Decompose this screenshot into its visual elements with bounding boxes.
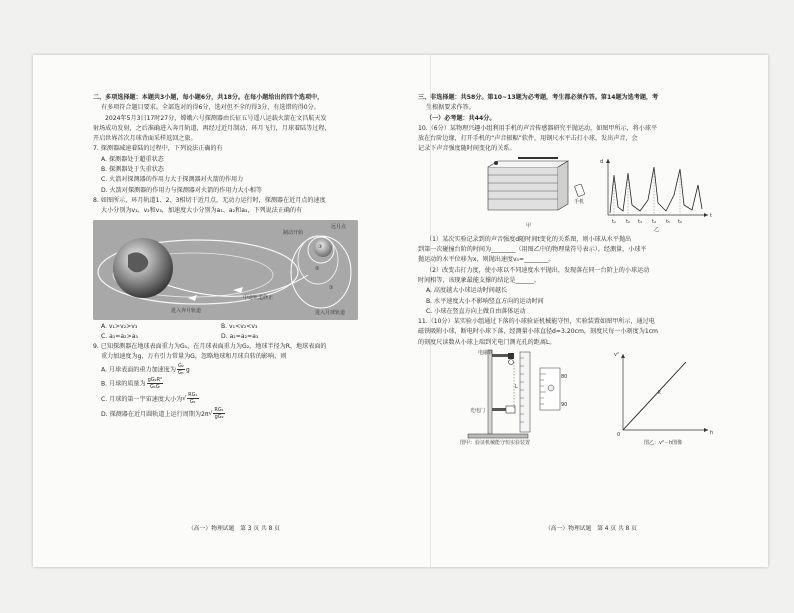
q11-stem-cont: 磁铁吸附小球，断电时小球下落，经测量小球直径d=3.20cm，刻度尺每一小刻度为1cm	[418, 328, 658, 336]
tick-t2: t₂	[626, 218, 630, 225]
section-3-heading: 三、非选择题：共58分。第10~13题为必考题，考生都必须作答。第14题为选考题，考	[418, 94, 659, 101]
intro-text-cont: 射场成功发射，之后准确进入奔月轨道，再经过近月制动、环月飞行，月球着陆等过程，	[93, 124, 331, 132]
orbit-label-enter-lunar: 进入月球轨道	[315, 309, 346, 316]
orbit-label-midcourse: 中途轨道修正	[243, 294, 274, 301]
q8-stem-cont: 大小分别为v₁、v₂和v₃，加速度大小分别为a₁、a₂和a₃，下列说法正确的有	[101, 207, 303, 215]
required-subheading: （一）必考题：共44分。	[426, 114, 496, 122]
q9-option-d	[93, 407, 393, 422]
graph-y-label: v²	[614, 352, 619, 359]
v2-h-line	[623, 362, 686, 430]
q9-a-numerator: G₂	[177, 362, 184, 369]
q9-option-d-fraction	[213, 407, 224, 420]
graph-caption: 图乙：v²－h图像	[644, 440, 683, 447]
q9-option-c-fraction	[187, 392, 198, 405]
sqrt-icon: √	[208, 409, 213, 417]
q8-option-c: C. a₁=a₂>a₃	[101, 332, 138, 340]
graph-x-label: h	[710, 430, 714, 437]
apparatus-caption: 图甲：验证机械能守恒实验装置	[460, 440, 531, 447]
intro-text-cont2: 开启世界首次月球背面采样返回之旅。	[93, 135, 197, 143]
q8-option-b: B. v₁<v₂<v₃	[221, 322, 258, 330]
q11-figures-svg	[418, 348, 723, 444]
q8-stem: 8. 如图所示，环月轨道1、2、3相切于近月点，无动力运行时，探测器在近月点的速度	[93, 196, 326, 204]
q8-option-d: D. a₁=a₂=a₃	[221, 332, 259, 340]
intro-text: 2024年5月3日17时27分，嫦娥六号探测器由长征五号遥八运载火箭在文昌航天发	[105, 114, 327, 122]
tick-t5: t₅	[666, 218, 670, 225]
axis-d-label: d	[600, 158, 604, 165]
q10-option-b: B. 水平速度大小不影响竖直方向的运动时间	[426, 297, 544, 305]
q9-option-a-fraction	[177, 363, 185, 376]
q10-figures	[418, 155, 723, 235]
q9-c-numerator: RG₁	[188, 392, 198, 399]
q8-options-row2	[93, 332, 393, 342]
sound-intensity-curve	[610, 167, 702, 213]
origin-label: 0	[617, 432, 621, 439]
q10-part2-cont: 时间相等，该现象最能支撑的结论是______。	[418, 276, 540, 284]
tick-t3: t₃	[638, 218, 642, 225]
q10-stem-cont2: 记录下声音强度随时间变化的关系。	[418, 145, 516, 153]
q9-b-numerator: gG₂R²	[147, 377, 163, 384]
orbit-label-3: ③	[318, 243, 323, 250]
tick-t6: t₆	[678, 218, 682, 225]
stairs-figure	[488, 157, 585, 210]
sound-graph	[606, 159, 708, 217]
left-page-footer: （高一）物理试题 第 3 页 共 8 页	[188, 526, 280, 532]
q9-option-d-coef: 2π	[200, 410, 209, 418]
steel-ruler	[518, 157, 558, 159]
fig-yi-label: 乙	[654, 226, 660, 233]
q9-stem: 9. 已知探测器在地球表面重力为G₁，在月球表面重力为G₂，地球半径为R，地球表面的	[93, 343, 327, 351]
phone-icon	[574, 184, 584, 197]
q9-option-a	[93, 363, 393, 378]
q11-figures	[418, 348, 723, 447]
q9-d-numerator: RG₁	[214, 407, 224, 414]
q9-a-denominator: G₁	[177, 369, 184, 376]
q8-option-a: A. v₁>v₂>v₃	[101, 322, 138, 330]
gate-label: 光电门	[470, 408, 486, 415]
q7-option-a: A. 探测器处于超重状态	[101, 155, 164, 163]
q9-option-c	[93, 392, 393, 407]
orbit-label-apolune: 远月点	[331, 223, 347, 230]
apparatus-figure	[468, 350, 560, 438]
ball	[509, 360, 514, 365]
q9-option-d-text: D. 探测器在近月圆轨道上运行周期为	[101, 410, 201, 418]
q7-option-c: C. 火箭对探测器的作用力大于探测器对火箭的作用力	[101, 176, 244, 184]
photogate	[506, 406, 515, 413]
q10-stem: 10.（6分）某物理兴趣小组利用手机的声音传感器研究平抛运动，如图甲所示，将小球平	[418, 124, 658, 132]
q9-b-denominator: G₁G	[150, 384, 160, 391]
q9-option-a-text: A. 月球表面的重力加速度为	[101, 366, 176, 374]
stand-pole	[488, 350, 492, 434]
fig-jia-label: 甲	[526, 222, 532, 229]
q9-option-c-text: C. 月球的第一宇宙速度大小为	[101, 395, 183, 403]
q9-d-denominator: gG₂	[214, 414, 224, 421]
axis-t-label: t	[710, 212, 712, 219]
q10-option-a: A. 高度越大小球运动时间越长	[426, 287, 508, 295]
ruler	[520, 352, 530, 432]
q9-option-b-text: B. 月球的质量为	[101, 380, 146, 388]
left-page	[93, 93, 393, 422]
q10-part2: （2）改变击打力度，使小球以不同速度水平抛出，发现落在同一台阶上的小球运动	[426, 266, 650, 274]
q9-option-b-fraction	[147, 377, 164, 390]
exam-sheet	[33, 55, 768, 567]
v2-h-graph	[621, 354, 708, 432]
q10-stem-cont: 放在台阶边缘，打开手机的“声音振幅”软件，用钢尺水平击打小球，发出声音，会	[418, 135, 638, 143]
right-page	[418, 93, 723, 447]
length-L-label: L	[515, 384, 518, 391]
q10-figures-svg	[418, 155, 718, 235]
right-page-footer: （高一）物理试题 第 4 页 共 8 页	[545, 526, 637, 532]
magnet-label: 电磁铁	[478, 350, 494, 357]
q9-c-denominator: G₁	[189, 399, 196, 406]
q9-option-a-suffix: g	[185, 366, 190, 374]
orbit-figure	[93, 220, 358, 320]
slope-k-label: k	[658, 390, 661, 397]
q10-part1-cont2: 抛运动的水平位移为x，则抛出速度v₀=________。	[418, 256, 555, 264]
ball	[494, 161, 498, 165]
scale-bottom-label: 90	[561, 402, 568, 409]
orbit-label-enter-transfer: 进入奔月轨道	[171, 307, 202, 314]
q11-stem: 11.（10分）某实验小组通过下落的小球验证机械能守恒，实验装置如图甲所示，通过电	[418, 318, 655, 326]
q7-option-b: B. 探测器处于失重状态	[101, 166, 164, 174]
orbit-label-1: ①	[329, 284, 334, 291]
section-2-heading-cont: 有多项符合题目要求。全部选对的得6分，选对但不全的得3分，有选错的得0分。	[101, 104, 320, 112]
tick-t4: t₄	[652, 218, 656, 225]
q10-part1: （1）某次实验记录到的声音强度d随时间t变化的关系图，则小球从水平抛出	[426, 235, 632, 243]
section-2-heading: 二、多项选择题：本题共3小题，每小题6分，共18分。在每小题给出的四个选项中，	[93, 94, 324, 101]
q9-stem-cont: 重力加速度为g，万有引力常量为G，忽略地球和月球自转的影响，则	[101, 353, 287, 361]
q11-stem-cont2: 的刻度尺读数从小球上端到光电门测光孔的距离L。	[418, 338, 556, 346]
q10-part1-cont: 到第一次碰撞台阶的时间为________（用图乙中的物理量符号表示）。经测量，小球平	[418, 246, 647, 254]
section-3-heading-cont: 生根据要求作答。	[426, 104, 475, 112]
q8-options-row1	[93, 322, 393, 332]
orbit-label-2: ②	[315, 265, 320, 272]
electromagnet	[508, 353, 514, 359]
phone-label: 手机	[574, 198, 585, 205]
sqrt-icon: √	[182, 394, 187, 402]
moon	[314, 239, 332, 257]
tick-t1: t₁	[612, 218, 616, 225]
q7-option-d: D. 火箭对探测器的作用力与探测器对火箭的作用力大小相等	[101, 186, 262, 194]
orbit-label-brake: 制动开始	[283, 229, 304, 236]
scale-top-label: 80	[561, 374, 568, 381]
q10-option-c: C. 小球在竖直方向上做自由落体运动	[426, 307, 526, 315]
q9-option-b	[93, 377, 393, 392]
q7-stem: 7. 探测器减速着陆的过程中，下列说法正确的有	[93, 145, 223, 153]
